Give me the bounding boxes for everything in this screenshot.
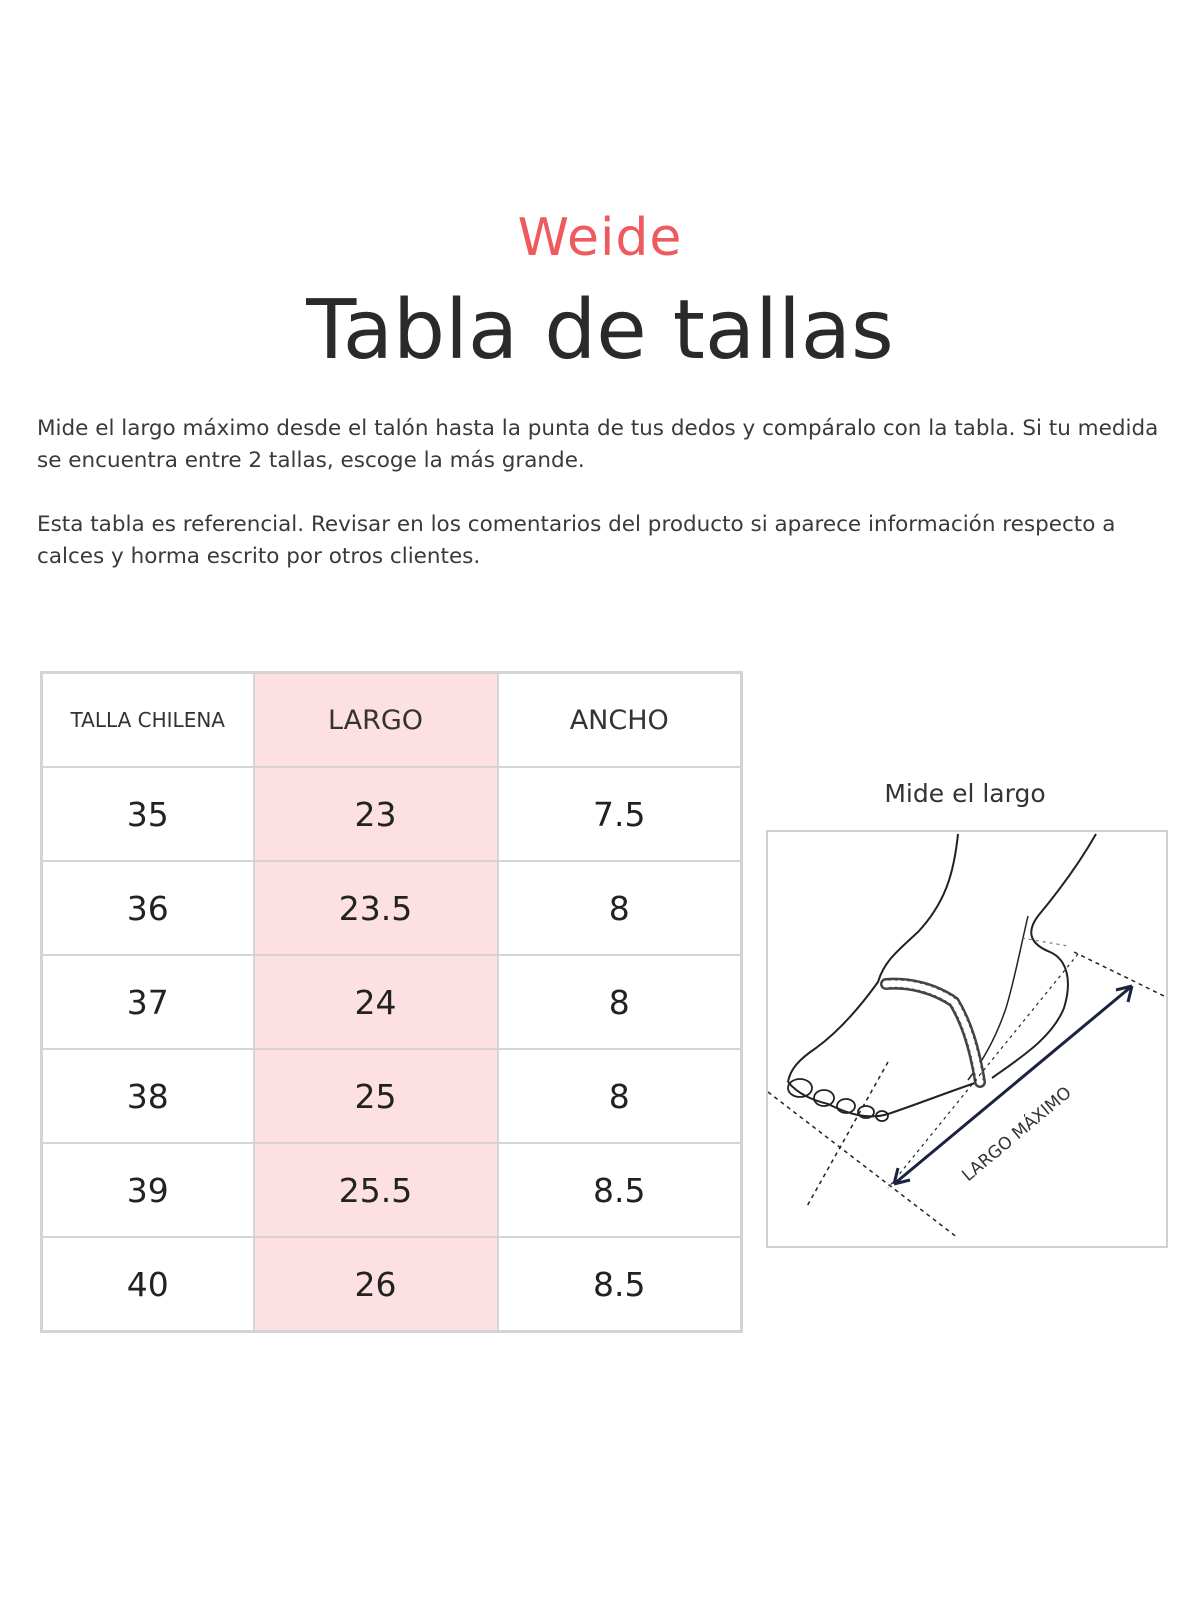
instructions-paragraph-1: Mide el largo máximo desde el talón hasta la punta de tus dedos y compáralo con la tabla. Si tu medida se encuentra entre 2 tallas, escoge la más grande.: [37, 416, 1159, 473]
table-row: [42, 1049, 742, 1143]
table-header-row: [42, 673, 742, 768]
page-title: Tabla de tallas: [306, 283, 894, 378]
cell-largo: 23.5: [254, 861, 498, 955]
cell-talla: 40: [42, 1237, 254, 1332]
table-row: [42, 767, 742, 861]
cell-ancho: 8.5: [498, 1237, 742, 1332]
table-row: [42, 1237, 742, 1332]
diagram-label: Mide el largo: [884, 779, 1046, 808]
table-row: [42, 1143, 742, 1237]
cell-ancho: 8: [498, 955, 742, 1049]
cell-ancho: 8: [498, 1049, 742, 1143]
instructions-paragraph-2: Esta tabla es referencial. Revisar en los comentarios del producto si aparece información respecto a calces y horma escrito por otros clientes.: [37, 512, 1116, 569]
cell-talla: 39: [42, 1143, 254, 1237]
measure-label: LARGO MÁXIMO: [958, 1082, 1076, 1186]
cell-largo: 25.5: [254, 1143, 498, 1237]
cell-ancho: 7.5: [498, 767, 742, 861]
table-row: [42, 955, 742, 1049]
foot-measurement-icon: [768, 832, 1166, 1246]
table-row: [42, 861, 742, 955]
cell-ancho: 8.5: [498, 1143, 742, 1237]
foot-diagram: [766, 830, 1168, 1248]
size-table: [40, 671, 743, 1333]
cell-largo: 26: [254, 1237, 498, 1332]
cell-talla: 35: [42, 767, 254, 861]
cell-largo: 23: [254, 767, 498, 861]
header-talla-chilena: TALLA CHILENA: [42, 673, 254, 768]
cell-talla: 36: [42, 861, 254, 955]
cell-talla: 38: [42, 1049, 254, 1143]
cell-ancho: 8: [498, 861, 742, 955]
cell-largo: 25: [254, 1049, 498, 1143]
cell-talla: 37: [42, 955, 254, 1049]
cell-largo: 24: [254, 955, 498, 1049]
header-ancho: ANCHO: [498, 673, 742, 768]
header-largo: LARGO: [254, 673, 498, 768]
brand-logo: Weide: [517, 208, 683, 268]
